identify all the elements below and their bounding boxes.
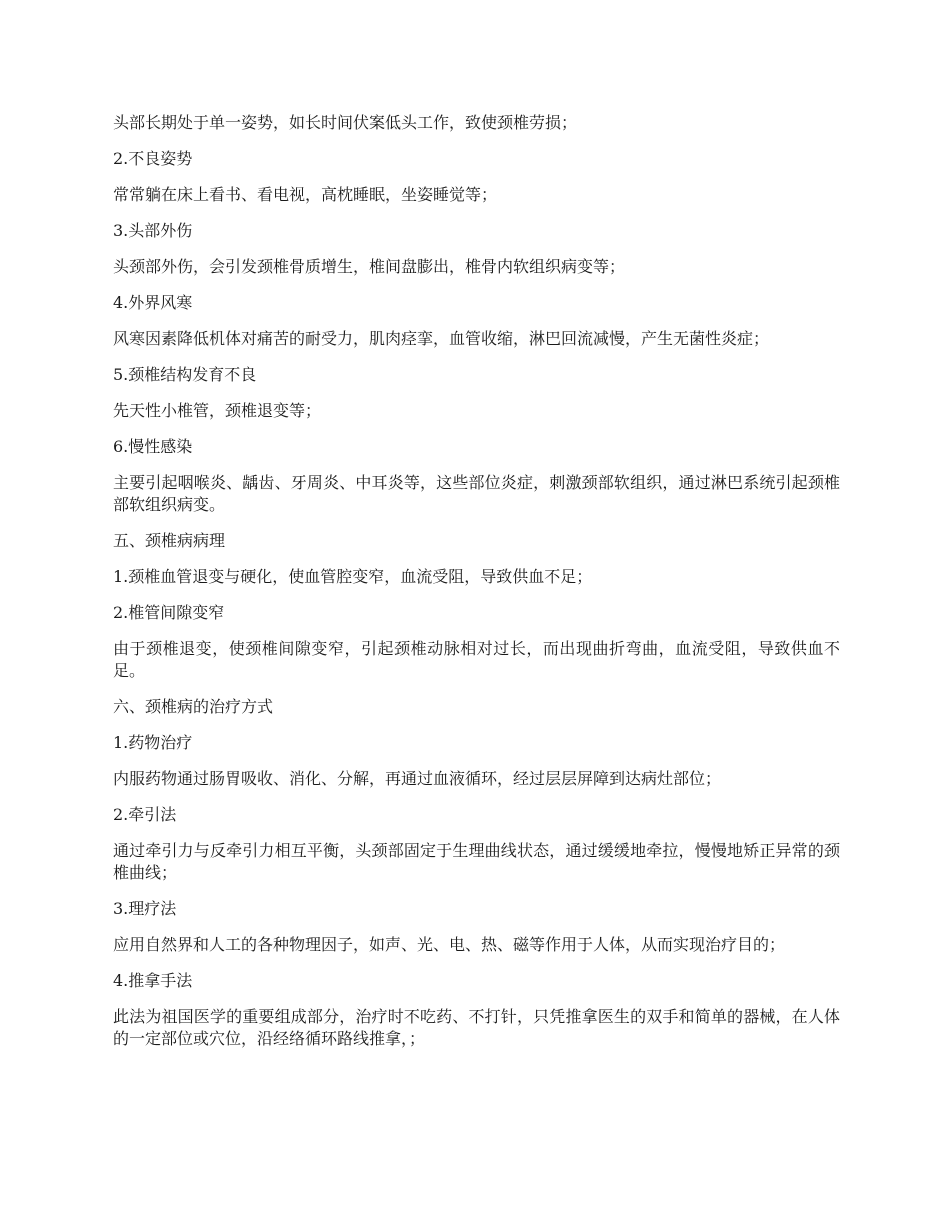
section-heading: 1.药物治疗	[113, 733, 193, 752]
paragraph: 通过牵引力与反牵引力相互平衡，头颈部固定于生理曲线状态，通过缓缓地牵拉，慢慢地矫正异常的颈椎曲线；	[113, 841, 840, 882]
chapter-heading: 六、颈椎病的治疗方式	[113, 697, 274, 716]
paragraph: 应用自然界和人工的各种物理因子，如声、光、电、热、磁等作用于人体，从而实现治疗目的；	[113, 935, 786, 954]
paragraph: 此法为祖国医学的重要组成部分，治疗时不吃药、不打针，只凭推拿医生的双手和简单的器械，在人体的一定部位或穴位，沿经络循环路线推拿，；	[113, 1007, 840, 1048]
section-heading: 2.不良姿势	[113, 149, 193, 168]
paragraph: 头部长期处于单一姿势，如长时间伏案低头工作，致使颈椎劳损；	[113, 113, 578, 132]
section-heading: 3.理疗法	[113, 899, 177, 918]
paragraph: 常常躺在床上看书、看电视，高枕睡眠，坐姿睡觉等；	[113, 185, 498, 204]
paragraph: 由于颈椎退变，使颈椎间隙变窄，引起颈椎动脉相对过长，而出现曲折弯曲，血流受阻，导致供血不足。	[113, 639, 840, 680]
paragraph: 1.颈椎血管退变与硬化，使血管腔变窄，血流受阻，导致供血不足；	[113, 567, 593, 586]
section-heading: 5.颈椎结构发育不良	[113, 365, 257, 384]
paragraph: 内服药物通过肠胃吸收、消化、分解，再通过血液循环，经过层层屏障到达病灶部位；	[113, 769, 722, 788]
paragraph: 风寒因素降低机体对痛苦的耐受力，肌肉痉挛，血管收缩，淋巴回流减慢，产生无菌性炎症；	[113, 329, 770, 348]
section-heading: 6.慢性感染	[113, 437, 193, 456]
section-heading: 4.外界风寒	[113, 293, 193, 312]
section-heading: 3.头部外伤	[113, 221, 193, 240]
chapter-heading: 五、颈椎病病理	[113, 531, 226, 550]
paragraph: 头颈部外伤，会引发颈椎骨质增生，椎间盘膨出，椎骨内软组织病变等；	[113, 257, 626, 276]
section-heading: 2.牵引法	[113, 805, 177, 824]
paragraph: 先天性小椎管，颈椎退变等；	[113, 401, 322, 420]
paragraph: 主要引起咽喉炎、龋齿、牙周炎、中耳炎等，这些部位炎症，刺激颈部软组织，通过淋巴系统引起颈椎部软组织病变。	[113, 473, 840, 514]
section-heading: 4.推拿手法	[113, 971, 193, 990]
document-body	[113, 112, 840, 1050]
section-heading: 2.椎管间隙变窄	[113, 603, 225, 622]
